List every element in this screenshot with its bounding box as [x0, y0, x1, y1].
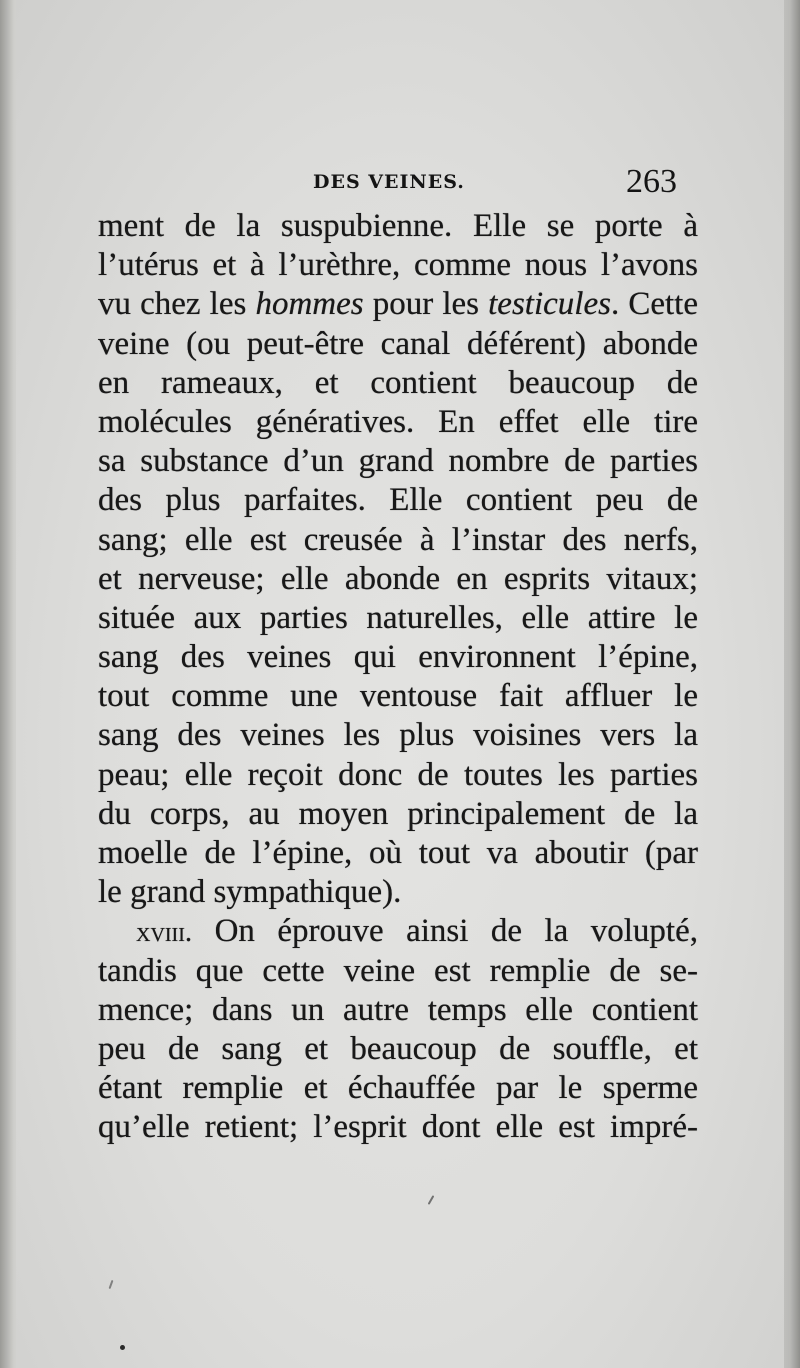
text-line: étant remplie et échauffée par le sperme — [98, 1070, 698, 1107]
text-line: sang; elle est creusée à l’instar des nerfs, — [98, 521, 698, 558]
page-number: 263 — [626, 163, 677, 200]
text-line: qu’elle retient; l’esprit dont elle est impré- — [98, 1109, 698, 1146]
text-segment: pour les — [363, 286, 489, 323]
text-line: molécules génératives. En effet elle tire — [98, 403, 698, 440]
italic-term-hommes: hommes — [255, 286, 364, 323]
text-line: peau; elle reçoit donc de toutes les parties — [98, 756, 698, 793]
italic-term-testicules: testicules — [488, 286, 611, 323]
text-line: ment de la suspubienne. Elle se porte à — [98, 208, 698, 244]
text-line: des plus parfaites. Elle contient peu de — [98, 482, 698, 519]
body-text — [98, 207, 698, 1148]
text-line: en rameaux, et contient beaucoup de — [98, 364, 698, 401]
text-line: du corps, au moyen principalement de la — [98, 795, 698, 832]
text-line: l’utérus et à l’urèthre, comme nous l’avons — [98, 247, 698, 284]
section-start-line — [98, 912, 698, 951]
text-line: moelle de l’épine, où tout va aboutir (par — [98, 835, 698, 871]
text-line: mence; dans un autre temps elle contient — [98, 991, 698, 1028]
text-line: tout comme une ventouse fait affluer le — [98, 678, 698, 715]
text-line: veine (ou peut-être canal déférent) abonde — [98, 325, 698, 362]
text-segment: . Cette — [610, 286, 698, 323]
text-line: située aux parties naturelles, elle attire le — [98, 599, 698, 636]
text-line: peu de sang et beaucoup de souffle, et — [98, 1030, 698, 1067]
text-line: tandis que cette veine est remplie de se- — [98, 952, 698, 989]
text-segment: On éprouve ainsi de la volupté, — [192, 913, 698, 950]
text-line: sang des veines les plus voisines vers la — [98, 717, 698, 754]
text-line: et nerveuse; elle abonde en esprits vitaux; — [98, 560, 698, 597]
text-line: sa substance d’un grand nombre de parties — [98, 443, 698, 480]
text-line: le grand sympathique). — [98, 874, 402, 911]
text-line — [98, 285, 698, 324]
text-line: sang des veines qui environnent l’épine, — [98, 639, 698, 676]
running-head: DES VEINES. — [313, 171, 465, 193]
paper-speck — [120, 1345, 125, 1350]
section-number: xviii. — [136, 916, 193, 949]
page-header — [0, 163, 800, 203]
text-segment: vu chez les — [98, 286, 256, 323]
